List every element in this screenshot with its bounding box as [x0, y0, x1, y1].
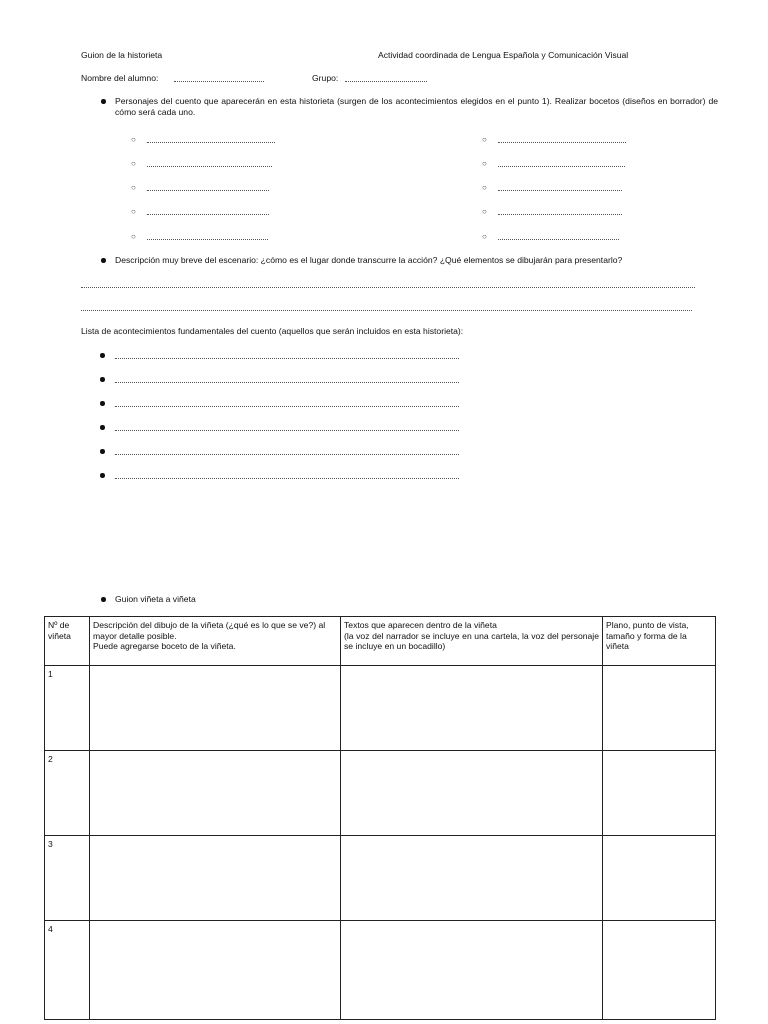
event-bullet: [100, 425, 105, 430]
setting-prompt: Descripción muy breve del escenario: ¿cómo es el lugar donde transcurre la acción? ¿Qué elementos se dibujarán para presentarlo?: [115, 255, 623, 265]
character-line[interactable]: [147, 190, 269, 191]
setting-bullet: [101, 258, 106, 263]
character-item-bullet: ○: [482, 207, 487, 216]
event-line[interactable]: [115, 430, 459, 431]
event-bullet: [100, 353, 105, 358]
character-line[interactable]: [147, 239, 268, 240]
col-header-shot-viewpoint: Plano, punto de vista, tamaño y forma de la viñeta: [603, 617, 716, 666]
character-item-bullet: ○: [482, 232, 487, 241]
character-item-bullet: ○: [131, 183, 136, 192]
student-name-field[interactable]: [174, 81, 264, 82]
panel-texts-cell[interactable]: [341, 836, 603, 921]
shot-viewpoint-cell[interactable]: [603, 836, 716, 921]
events-heading: Lista de acontecimientos fundamentales del cuento (aquellos que serán incluidos en esta historieta):: [81, 326, 464, 336]
group-label: Grupo:: [312, 73, 339, 83]
character-line[interactable]: [498, 166, 625, 167]
event-line[interactable]: [115, 358, 459, 359]
character-item-bullet: ○: [131, 232, 136, 241]
table-header-row: [45, 617, 716, 666]
event-bullet: [100, 449, 105, 454]
setting-answer-line[interactable]: [81, 287, 695, 288]
student-name-label: Nombre del alumno:: [81, 73, 159, 83]
shot-viewpoint-cell[interactable]: [603, 921, 716, 1020]
event-bullet: [100, 473, 105, 478]
drawing-description-cell[interactable]: [90, 666, 341, 751]
activity-title: Actividad coordinada de Lengua Española y Comunicación Visual: [378, 50, 629, 60]
col-header-panel-number: Nº de viñeta: [45, 617, 90, 666]
character-item-bullet: ○: [131, 207, 136, 216]
script-bullet: [101, 597, 106, 602]
panel-number-cell: 2: [45, 751, 90, 836]
event-line[interactable]: [115, 454, 459, 455]
panel-number-cell: 1: [45, 666, 90, 751]
event-line[interactable]: [115, 406, 459, 407]
character-line[interactable]: [498, 190, 622, 191]
drawing-description-cell[interactable]: [90, 921, 341, 1020]
panel-script-table: [44, 616, 716, 1020]
drawing-description-cell[interactable]: [90, 751, 341, 836]
character-line[interactable]: [147, 166, 272, 167]
character-item-bullet: ○: [482, 135, 487, 144]
character-line[interactable]: [147, 142, 275, 143]
col-header-panel-texts: Textos que aparecen dentro de la viñeta (la voz del narrador se incluye en una cartela, la voz del personaje se incluye en un bocadillo): [341, 617, 603, 666]
characters-prompt: Personajes del cuento que aparecerán en esta historieta (surgen de los acontecimientos elegidos en el punto 1). Realizar bocetos (diseños en borrador) de cómo será cada uno.: [115, 96, 718, 117]
table-row: [45, 751, 716, 836]
panel-texts-cell[interactable]: [341, 751, 603, 836]
character-line[interactable]: [498, 142, 626, 143]
character-item-bullet: ○: [131, 135, 136, 144]
characters-bullet: [101, 99, 106, 104]
character-line[interactable]: [498, 239, 619, 240]
group-field[interactable]: [345, 81, 427, 82]
setting-answer-line[interactable]: [81, 310, 692, 311]
event-bullet: [100, 401, 105, 406]
panel-texts-cell[interactable]: [341, 921, 603, 1020]
shot-viewpoint-cell[interactable]: [603, 751, 716, 836]
character-line[interactable]: [147, 214, 269, 215]
panel-number-cell: 4: [45, 921, 90, 1020]
table-row: [45, 666, 716, 751]
worksheet-title: Guion de la historieta: [81, 50, 163, 60]
event-line[interactable]: [115, 478, 459, 479]
character-item-bullet: ○: [482, 183, 487, 192]
table-row: [45, 921, 716, 1020]
script-heading: Guion viñeta a viñeta: [115, 594, 196, 604]
character-item-bullet: ○: [131, 159, 136, 168]
event-line[interactable]: [115, 382, 459, 383]
character-item-bullet: ○: [482, 159, 487, 168]
col-header-drawing-description: Descripción del dibujo de la viñeta (¿qué es lo que se ve?) al mayor detalle posible. Puede agregarse boceto de la viñeta.: [90, 617, 341, 666]
panel-texts-cell[interactable]: [341, 666, 603, 751]
panel-number-cell: 3: [45, 836, 90, 921]
character-line[interactable]: [498, 214, 622, 215]
event-bullet: [100, 377, 105, 382]
table-row: [45, 836, 716, 921]
drawing-description-cell[interactable]: [90, 836, 341, 921]
shot-viewpoint-cell[interactable]: [603, 666, 716, 751]
